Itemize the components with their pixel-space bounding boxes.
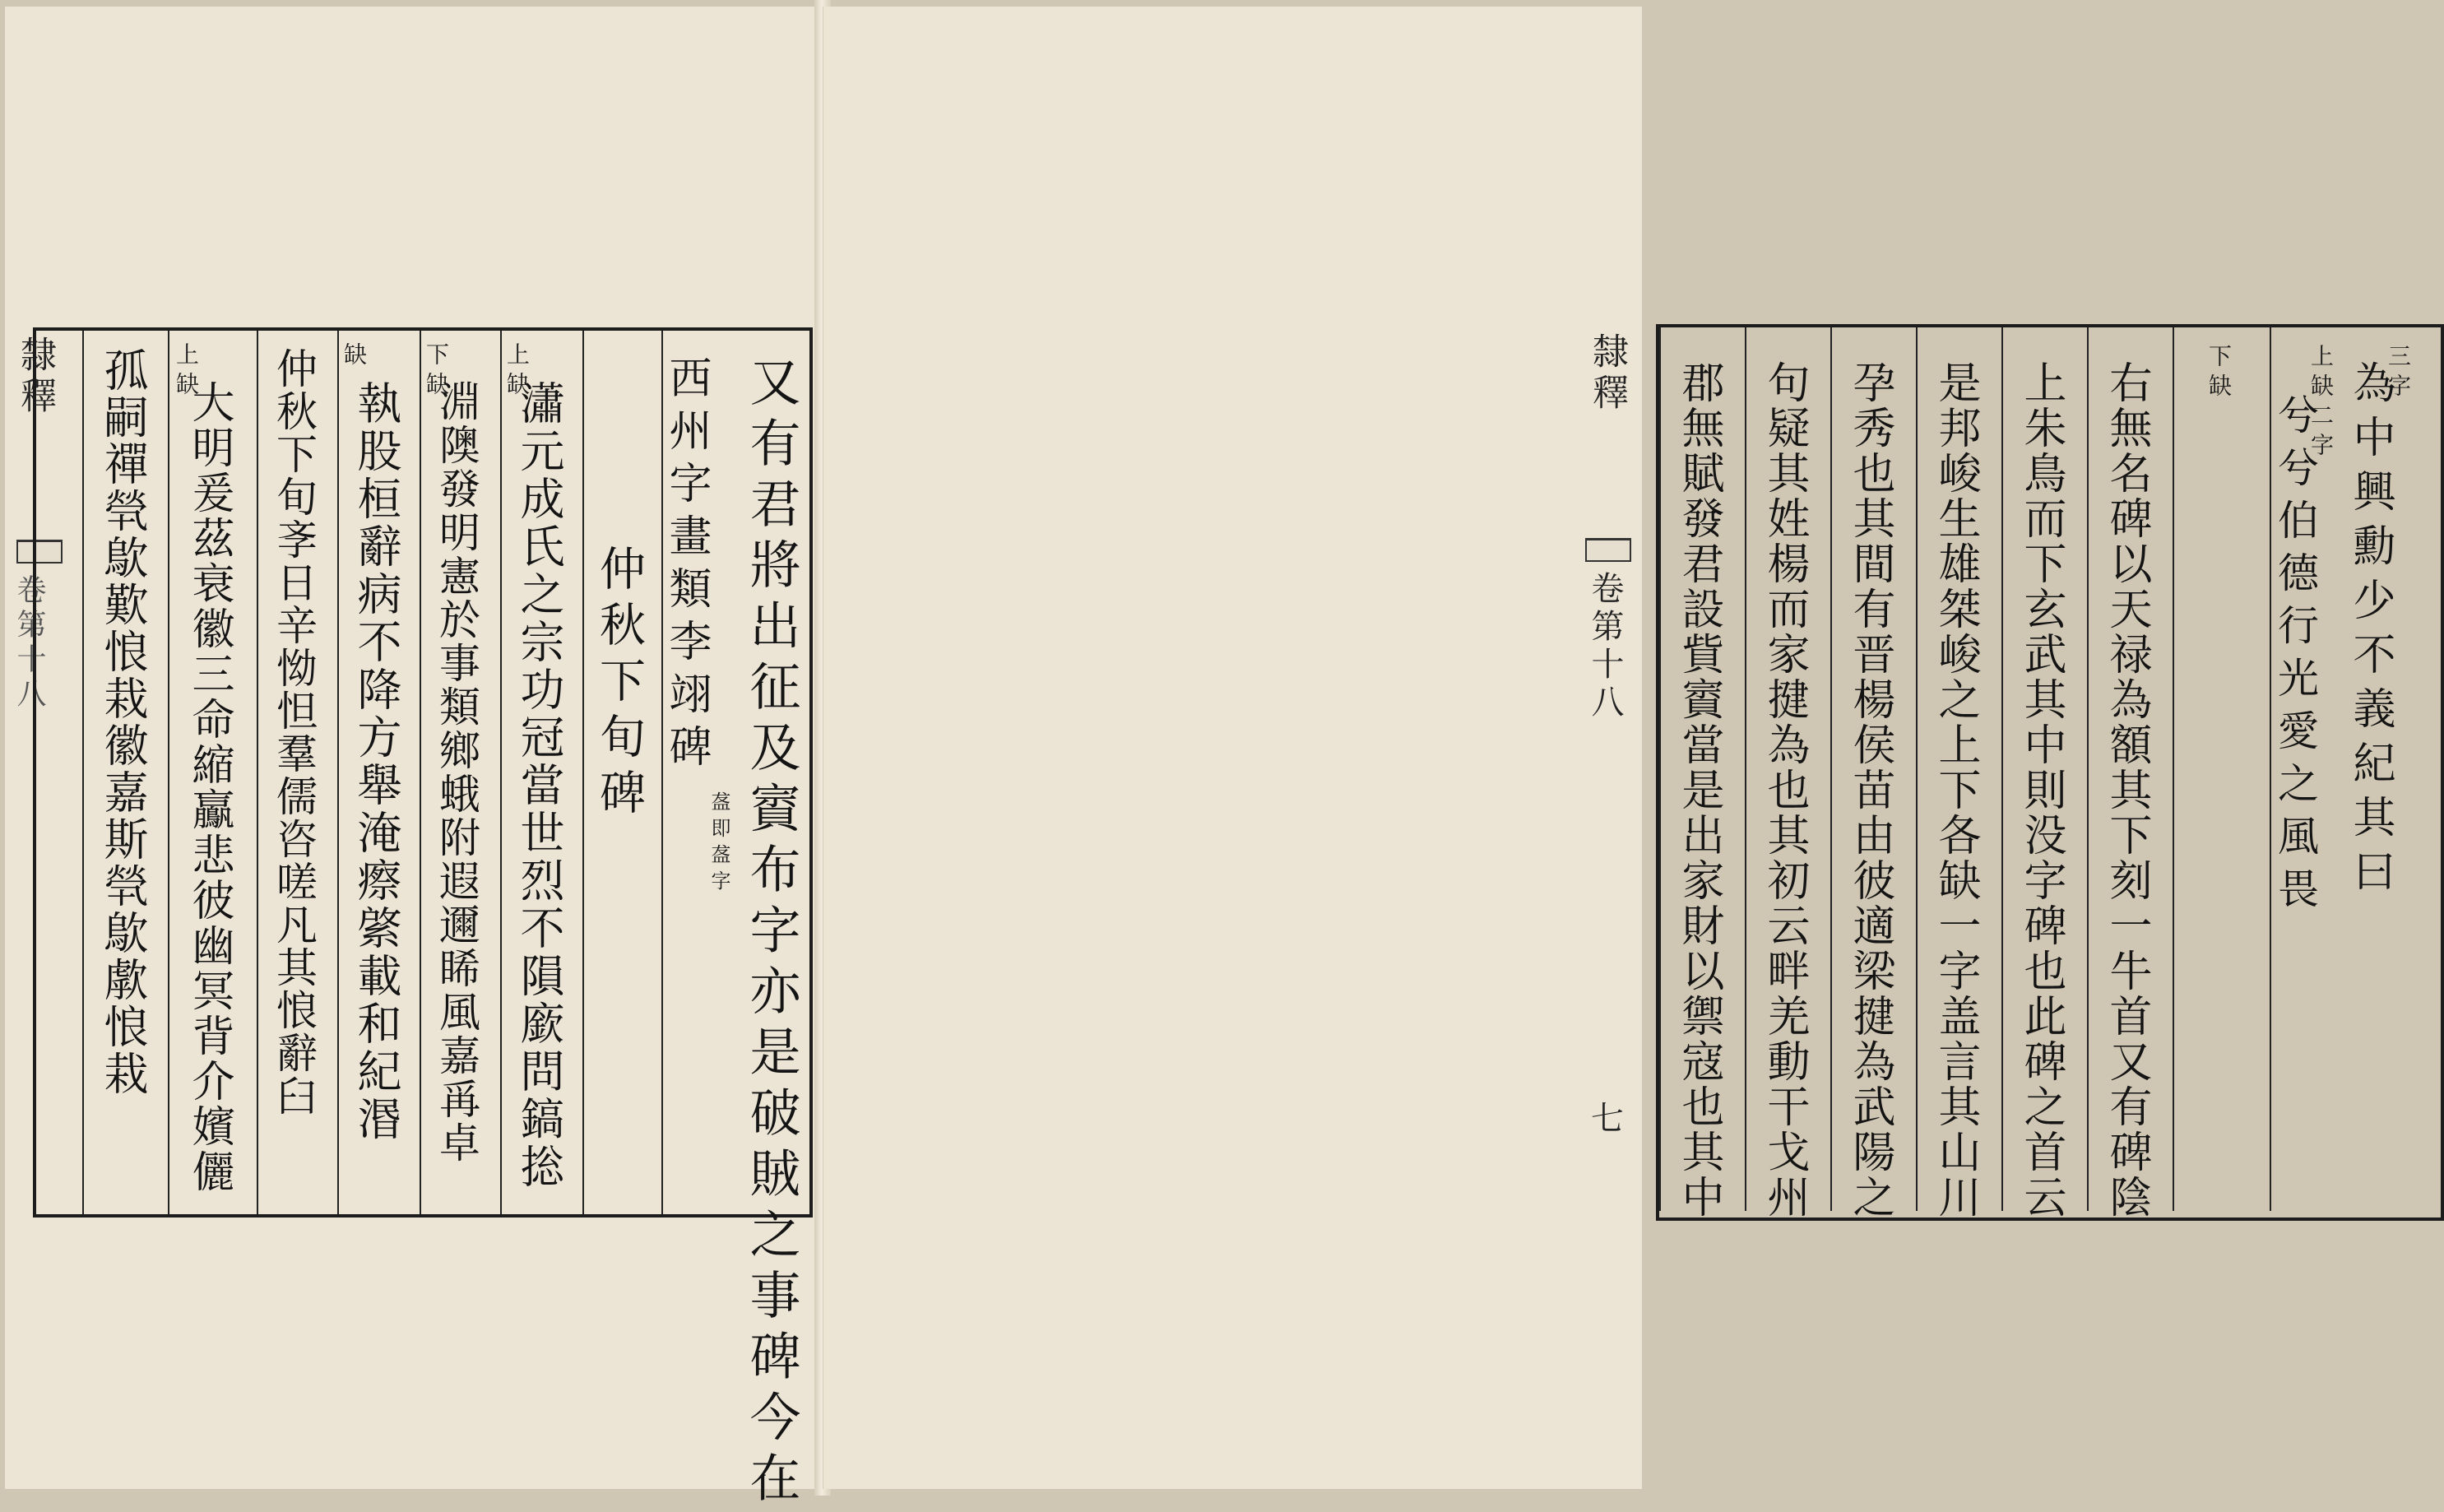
column-text: 句疑其姓楊而家揵為也其初云畔羌動干戈州 (1760, 360, 1809, 1220)
column-note: 下缺 (423, 342, 450, 401)
right-page (823, 7, 2412, 1489)
column-note: 盋即盋字 (707, 791, 730, 897)
left-page (5, 7, 822, 1512)
column-3 (582, 331, 663, 1214)
column-text: 右無名碑以天禄為額其下刻一牛首又有碑陰 (2102, 360, 2151, 1220)
column-9 (82, 331, 169, 1214)
fishtail-mark-right (1585, 538, 1631, 562)
column-note: 上缺二字 (2307, 344, 2335, 462)
column-note: 上缺 (503, 342, 531, 401)
column-4 (2087, 327, 2174, 1220)
column-6 (337, 331, 421, 1214)
column-text: 仲秋下旬碑 (592, 545, 646, 824)
column-6 (1916, 327, 2003, 1220)
column-3 (2173, 327, 2271, 1211)
column-text: 上朱鳥而下玄武其中則没字碑也此碑之首云 (2016, 360, 2066, 1220)
left-margin-title: 隸釋 (14, 336, 56, 418)
column-7 (257, 331, 339, 1214)
right-margin-title: 隸釋 (1586, 332, 1628, 415)
page-number: 七 (1591, 1100, 1624, 1138)
column-text: 為中興勳少不義紀其曰 (2345, 360, 2395, 903)
column-text: 是邦峻生雄桀峻之上下各缺一字盖言其山川 (1931, 360, 1980, 1220)
column-text: 郡無賦發君設貲賨當是出家財以禦寇也其中 (1674, 360, 1723, 1220)
column-2 (661, 331, 739, 1214)
column-text: 西州字畫類李翊碑 (661, 355, 711, 777)
column-text: 瀟元成氏之宗功冠當世烈不隕廞問鎬捴 (513, 380, 565, 1191)
column-9 (1659, 327, 1746, 1220)
column-note: 三字 (2385, 344, 2412, 403)
column-8 (168, 331, 258, 1214)
column-5 (420, 331, 502, 1214)
column-text: 仲秋下旬斈日辛怮怛羣儒咨嗟凡其悢辭臼 (270, 347, 318, 1117)
column-note: 上缺 (173, 342, 200, 401)
column-text: 又有君將出征及賨布字亦是破賊之事碑今在 (741, 355, 801, 1512)
column-note: 下缺 (2205, 344, 2233, 403)
right-margin-label: 卷第十八 (1586, 571, 1624, 722)
column-text: 淵隩發明憲於事類鄉蛾附遐邇睎風嘉爯卓 (433, 380, 480, 1165)
column-4 (500, 331, 584, 1214)
column-2 (2270, 327, 2345, 1211)
column-text: 孤嗣禪煢歍歎悢栽徽嘉斯煢歍歑悢栽 (97, 347, 149, 1097)
column-7 (1830, 327, 1918, 1220)
left-text-frame (33, 327, 813, 1512)
column-5 (2001, 327, 2089, 1220)
column-8 (1745, 327, 1832, 1220)
column-text: 大明爰茲衰徽三命縮鸁悲彼幽冥背介嬪儷 (184, 380, 234, 1194)
right-text-frame (1656, 324, 2444, 1221)
column-text: 孕秀也其間有晋楊侯苗由彼適梁揵為武陽之 (1845, 360, 1894, 1220)
column-1 (737, 331, 809, 1512)
column-note: 缺 (341, 342, 368, 372)
column-1 (2344, 327, 2423, 1211)
column-text: 執股桓辭病不降方舉淹瘵綮載和紀湣 (350, 380, 402, 1143)
left-margin-label: 卷第十八 (12, 574, 46, 712)
column-text: 兮兮伯德行光愛之風畏 (2271, 393, 2319, 920)
